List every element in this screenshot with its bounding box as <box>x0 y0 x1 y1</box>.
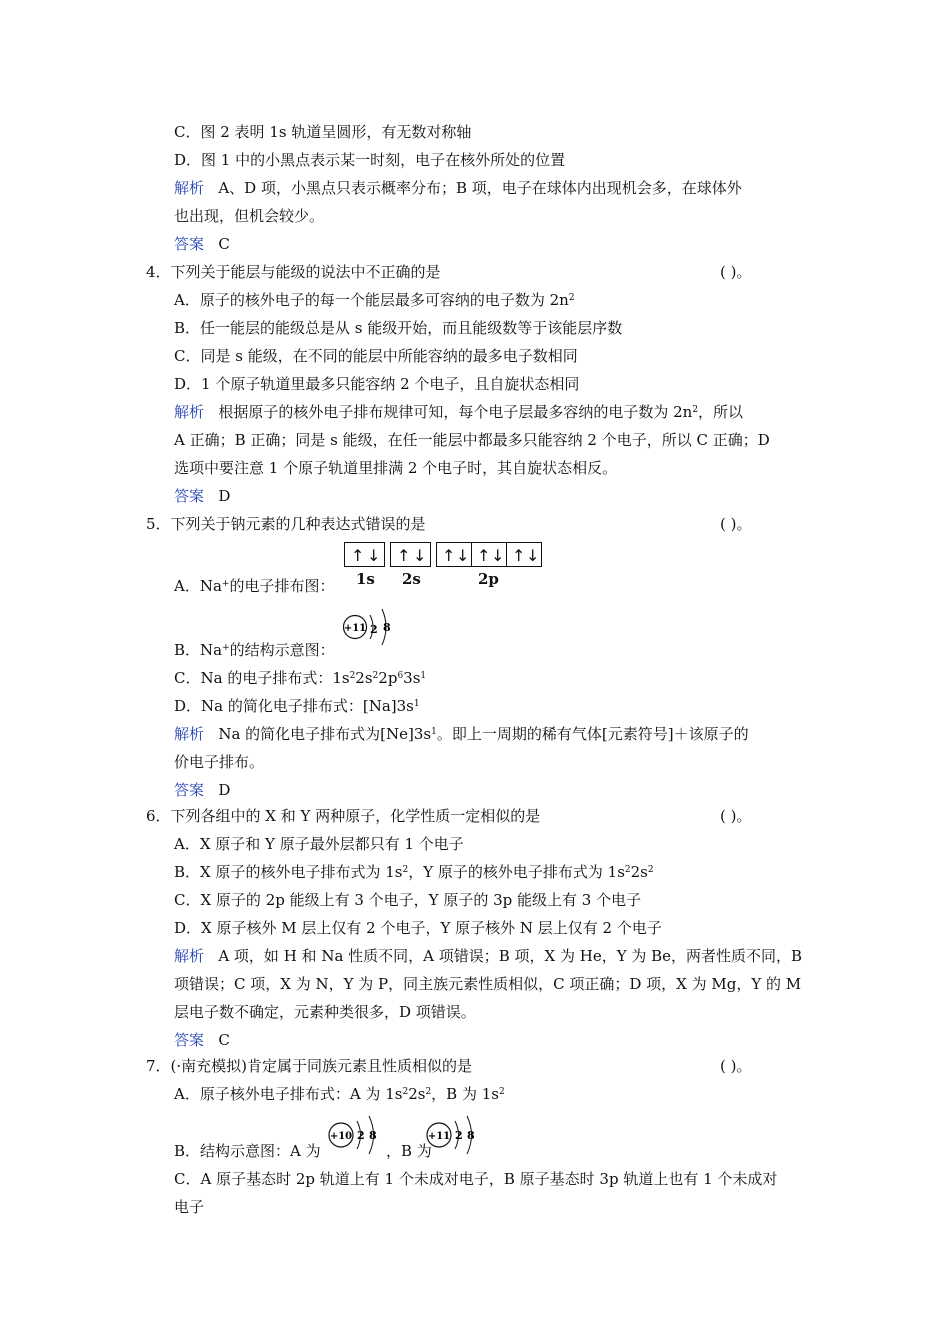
answer-label: 答案 <box>174 235 205 253</box>
q7-option-a-text-2: 2s <box>408 1085 426 1103</box>
q4-answer <box>174 486 230 506</box>
q5-option-a <box>174 576 334 596</box>
q6-analysis-line-2: 项错误；C 项，X 为 N，Y 为 P，同主族元素性质相似，C 项正确；D 项，X 为 Mg，Y 的 M <box>174 975 802 993</box>
q4-option-d: D．1 个原子轨道里最多只能容纳 2 个电子，且自旋状态相同 <box>174 375 580 393</box>
superscript: 1 <box>431 727 437 737</box>
q5-option-c-text: C．Na 的电子排布式：1s <box>174 669 350 687</box>
orbital-label-2s: 2s <box>402 570 421 588</box>
superscript: 2 <box>349 671 356 681</box>
q6-analysis-line-1 <box>174 946 802 966</box>
q7-option-c-line-2: 电子 <box>174 1198 205 1216</box>
q6-answer-value: C <box>218 1031 230 1049</box>
q6-analysis-line-3: 层电子数不确定，元素种类很多，D 项错误。 <box>174 1003 476 1021</box>
arrow-up-icon: ↑ <box>477 546 491 565</box>
q7-option-a-text-3: ，B 为 1s <box>431 1085 499 1103</box>
config-part: 2p <box>378 669 398 687</box>
q5-stem: 5．下列关于钠元素的几种表达式错误的是 <box>146 515 426 533</box>
q6-option-d: D．X 原子核外 M 层上仅有 2 个电子，Y 原子核外 N 层上仅有 2 个电子 <box>174 919 662 937</box>
q7-option-a <box>174 1084 505 1104</box>
q5-analysis-text: Na 的简化电子排布式为[Ne]3s <box>218 725 432 743</box>
q7-stem: 7．(·南充模拟)肯定属于同族元素且性质相似的是 <box>146 1057 473 1075</box>
answer-label: 答案 <box>174 781 205 799</box>
superscript: 1 <box>420 671 427 681</box>
superscript: 1 <box>413 699 420 709</box>
q4-option-c: C．同是 s 能级，在不同的能层中所能容纳的最多电子数相同 <box>174 347 578 365</box>
q5-option-b-text: B．Na <box>174 641 223 659</box>
q5-analysis-line-1 <box>174 724 749 744</box>
arrow-down-icon: ↓ <box>491 546 505 565</box>
q3-option-d: D．图 1 中的小黑点表示某一时刻，电子在核外所处的位置 <box>174 151 566 169</box>
atom-diagram-na-ion <box>340 605 400 649</box>
q5-analysis-line-2: 价电子排布。 <box>174 753 265 771</box>
shell-count-1: 2 <box>357 1129 365 1142</box>
q3-answer <box>174 234 230 254</box>
q7-option-c-line-1: C．A 原子基态时 2p 轨道上有 1 个未成对电子，B 原子基态时 3p 轨道上也有 1 个未成对 <box>174 1170 778 1188</box>
q6-answer <box>174 1030 230 1050</box>
superscript: 2 <box>425 1087 432 1097</box>
superscript: 6 <box>397 671 404 681</box>
orbital-diagram <box>344 542 544 590</box>
q5-option-b-tail: 的结构示意图： <box>229 641 335 659</box>
q5-option-b <box>174 640 335 660</box>
analysis-label: 解析 <box>174 403 205 421</box>
nucleus-label: +11 <box>427 1131 451 1142</box>
q4-answer-value: D <box>218 487 231 505</box>
shell-count-1: 2 <box>370 623 378 636</box>
q4-option-b: B．任一能层的能级总是从 s 能级开始，而且能级数等于该能层序数 <box>174 319 623 337</box>
shell-count-1: 2 <box>455 1129 463 1142</box>
superscript: 2 <box>372 671 379 681</box>
q4-stem: 4．下列关于能层与能级的说法中不正确的是 <box>146 263 441 281</box>
q6-answer-blank: ( )。 <box>720 807 752 825</box>
answer-label: 答案 <box>174 487 205 505</box>
q4-option-a <box>174 290 575 310</box>
q7-answer-blank: ( )。 <box>720 1057 752 1075</box>
q5-option-c <box>174 668 426 688</box>
orbital-label-2p: 2p <box>478 570 499 588</box>
shell-count-2: 8 <box>369 1129 377 1142</box>
analysis-label: 解析 <box>174 179 205 197</box>
analysis-label: 解析 <box>174 725 205 743</box>
arrow-down-icon: ↓ <box>413 546 427 565</box>
superscript: 2 <box>498 1087 505 1097</box>
q5-analysis-text-tail: 。即上一周期的稀有气体[元素符号]＋该原子的 <box>436 725 749 743</box>
config-part: 3s <box>403 669 421 687</box>
q3-answer-value: C <box>218 235 230 253</box>
arrow-up-icon: ↑ <box>351 546 365 565</box>
q4-analysis-line-3: 选项中要注意 1 个原子轨道里排满 2 个电子时，其自旋状态相反。 <box>174 459 618 477</box>
arrow-down-icon: ↓ <box>367 546 381 565</box>
arrow-up-icon: ↑ <box>442 546 456 565</box>
atom-diagram-b <box>422 1113 482 1157</box>
q5-answer <box>174 780 230 800</box>
q7-option-a-text: A．原子核外电子排布式：A 为 1s <box>174 1085 403 1103</box>
q6-option-b <box>174 862 654 882</box>
q5-option-a-text: A．Na <box>174 577 222 595</box>
q5-answer-value: D <box>218 781 231 799</box>
q6-analysis-text: A 项，如 H 和 Na 性质不同，A 项错误；B 项，X 为 He，Y 为 Be，两者性质不同，B <box>218 947 803 965</box>
q6-stem: 6．下列各组中的 X 和 Y 两种原子，化学性质一定相似的是 <box>146 807 541 825</box>
q6-option-b-text: B．X 原子的核外电子排布式为 1s <box>174 863 403 881</box>
q3-option-c: C．图 2 表明 1s 轨道呈圆形，有无数对称轴 <box>174 123 472 141</box>
q3-analysis-line-1 <box>174 178 742 198</box>
atom-diagram-a <box>324 1113 384 1157</box>
nucleus-label: +10 <box>329 1131 353 1142</box>
q6-option-a: A．X 原子和 Y 原子最外层都只有 1 个电子 <box>174 835 464 853</box>
q3-analysis-text: A、D 项，小黑点只表示概率分布；B 项，电子在球体内出现机会多，在球体外 <box>218 179 742 197</box>
q5-option-d-text: D．Na 的简化电子排布式：[Na]3s <box>174 697 414 715</box>
superscript: 2 <box>402 1087 409 1097</box>
q7-option-b-label-b: ，B 为 <box>386 1142 432 1160</box>
q6-option-b-text-3: 2s <box>630 863 648 881</box>
q5-answer-blank: ( )。 <box>720 515 752 533</box>
arrow-up-icon: ↑ <box>512 546 526 565</box>
orbital-label-1s: 1s <box>356 570 375 588</box>
arrow-up-icon: ↑ <box>397 546 411 565</box>
q4-analysis-line-2: A 正确；B 正确；同是 s 能级，在任一能层中都最多只能容纳 2 个电子，所以 C 正确；D <box>174 431 770 449</box>
q6-option-c: C．X 原子的 2p 能级上有 3 个电子，Y 原子的 3p 能级上有 3 个电子 <box>174 891 642 909</box>
shell-count-2: 8 <box>467 1129 475 1142</box>
arrow-down-icon: ↓ <box>456 546 470 565</box>
q7-option-b-label-a: B．结构示意图：A 为 <box>174 1142 321 1160</box>
q6-option-b-text-2: ，Y 原子的核外电子排布式为 1s <box>408 863 625 881</box>
arrow-down-icon: ↓ <box>526 546 540 565</box>
shell-count-2: 8 <box>383 621 391 634</box>
q4-option-a-text: A．原子的核外电子的每一个能层最多可容纳的电子数为 2n <box>174 291 569 309</box>
superscript: 2 <box>624 865 631 875</box>
q4-answer-blank: ( )。 <box>720 263 752 281</box>
superscript: 2 <box>692 405 699 415</box>
q4-analysis-text-tail: ，所以 <box>698 403 744 421</box>
superscript: + <box>221 579 230 589</box>
analysis-label: 解析 <box>174 947 205 965</box>
superscript: 2 <box>647 865 654 875</box>
superscript: 2 <box>568 293 575 303</box>
superscript: 2 <box>402 865 409 875</box>
q4-analysis-line-1 <box>174 402 743 422</box>
q5-option-a-tail: 的电子排布图： <box>229 577 335 595</box>
superscript: + <box>222 643 230 653</box>
q5-option-d <box>174 696 420 716</box>
config-part: 2s <box>355 669 373 687</box>
q4-analysis-text: 根据原子的核外电子排布规律可知，每个电子层最多容纳的电子数为 2n <box>218 403 693 421</box>
nucleus-label: +11 <box>343 623 367 634</box>
q3-analysis-line-2: 也出现，但机会较少。 <box>174 207 325 225</box>
answer-label: 答案 <box>174 1031 205 1049</box>
